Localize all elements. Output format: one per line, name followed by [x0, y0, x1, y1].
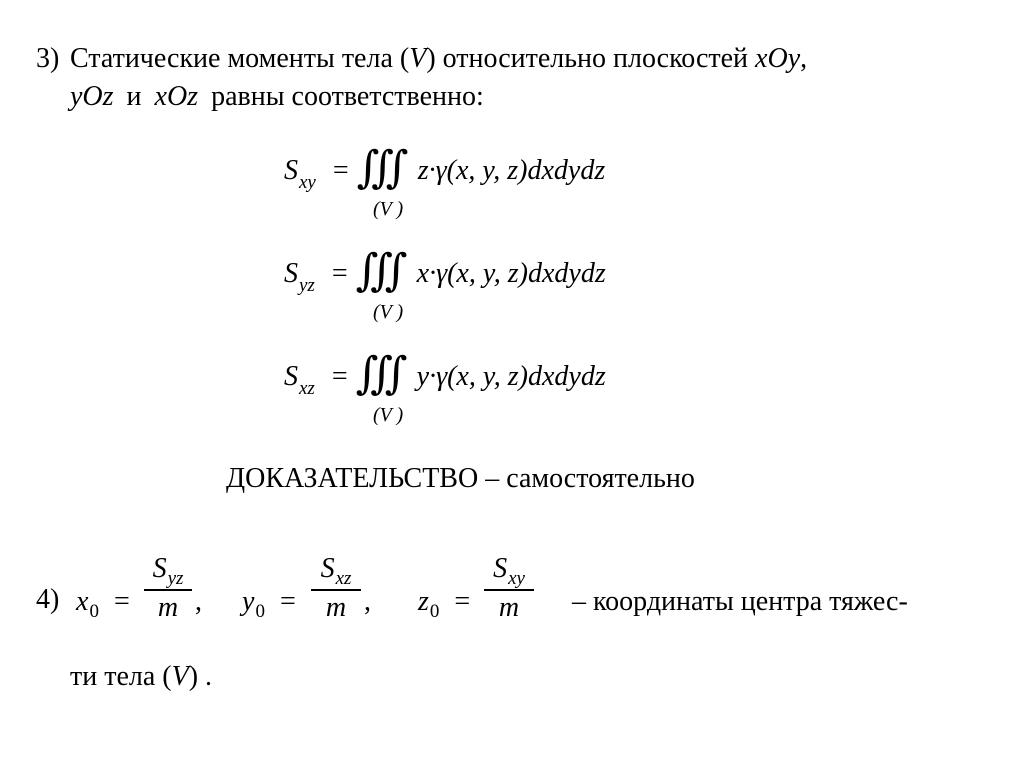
x0-fraction: [144, 552, 192, 625]
plane-xoz: xOz: [154, 81, 199, 112]
coord-var: y: [242, 586, 255, 617]
fraction-numerator-sub: yz: [167, 568, 184, 589]
plane-xoy: xOy: [755, 43, 801, 74]
fraction-denominator: m: [157, 591, 179, 623]
integral-domain: (V ): [373, 404, 404, 426]
moment-symbol: S: [284, 361, 298, 392]
integrand-factor: z: [417, 155, 429, 186]
integral-domain: (V ): [373, 301, 404, 323]
tail2-prefix: ти тела (: [70, 661, 172, 692]
y0-fraction: [311, 552, 361, 625]
line1-mid: ) относительно плоскостей: [426, 43, 756, 74]
plane-yoz: yOz: [70, 81, 114, 112]
item3-line1: [70, 42, 807, 76]
moment-subscript: xy: [299, 172, 316, 193]
conj-and: и: [126, 81, 142, 112]
integrand-rest: ·γ(x, y, z)dxdydz: [429, 258, 606, 289]
integrand-factor: y: [416, 361, 430, 392]
fraction-denominator: m: [325, 591, 347, 623]
triple-integral-sign: ∭: [355, 246, 402, 295]
integral-domain: (V ): [373, 198, 404, 220]
fraction-numerator-s: S: [493, 553, 508, 584]
triple-integral-sign: ∭: [355, 349, 402, 398]
y0-comma: ,: [364, 586, 371, 617]
fraction-numerator-s: S: [152, 553, 167, 584]
coord-var: z: [418, 586, 429, 617]
integrand-rest: ·γ(x, y, z)dxdydz: [428, 155, 606, 186]
equals-sign: =: [113, 586, 130, 617]
line1-prefix: Статические моменты тела (: [70, 43, 410, 74]
item3-line2: [70, 80, 484, 114]
coord-subscript: 0: [255, 601, 265, 622]
moment-symbol: S: [284, 155, 298, 186]
x0-lhs: [76, 585, 130, 622]
formula-sxy: [284, 143, 606, 193]
fraction-numerator-sub: xz: [335, 568, 352, 589]
z0-fraction: [484, 552, 534, 625]
tail2-suffix: ) .: [188, 661, 213, 692]
equals-sign: =: [331, 258, 348, 289]
comma: ,: [800, 43, 808, 74]
coord-subscript: 0: [429, 601, 440, 622]
coord-subscript: 0: [89, 601, 99, 622]
item4-number: 4): [36, 584, 60, 615]
equals-sign: =: [331, 361, 348, 392]
line2-suffix: равны соответственно:: [211, 81, 484, 112]
fraction-numerator-s: S: [320, 553, 335, 584]
item3-number: 3): [36, 43, 60, 74]
moment-subscript: xz: [299, 378, 315, 399]
z0-lhs: [418, 585, 470, 622]
item4-tail-line2: [70, 660, 212, 694]
formula-syz: [284, 246, 606, 296]
triple-integral-sign: ∭: [356, 143, 403, 192]
fraction-numerator-sub: xy: [508, 568, 525, 589]
moment-subscript: yz: [299, 275, 315, 296]
equals-sign: =: [332, 155, 349, 186]
proof-note: ДОКАЗАТЕЛЬСТВО – самостоятельно: [226, 463, 695, 494]
fraction-denominator: m: [498, 591, 520, 623]
formula-sxz: [284, 349, 606, 399]
y0-lhs: [242, 585, 296, 622]
integrand-factor: x: [416, 258, 430, 289]
equals-sign: =: [454, 586, 471, 617]
x0-comma: ,: [195, 586, 202, 617]
item4-tail-line1: – координаты центра тяжес-: [572, 586, 908, 617]
var-v: V: [409, 43, 427, 74]
moment-symbol: S: [284, 258, 298, 289]
tail2-var-v: V: [171, 661, 189, 692]
coord-var: x: [76, 586, 89, 617]
integrand-rest: ·γ(x, y, z)dxdydz: [429, 361, 606, 392]
equals-sign: =: [279, 586, 296, 617]
